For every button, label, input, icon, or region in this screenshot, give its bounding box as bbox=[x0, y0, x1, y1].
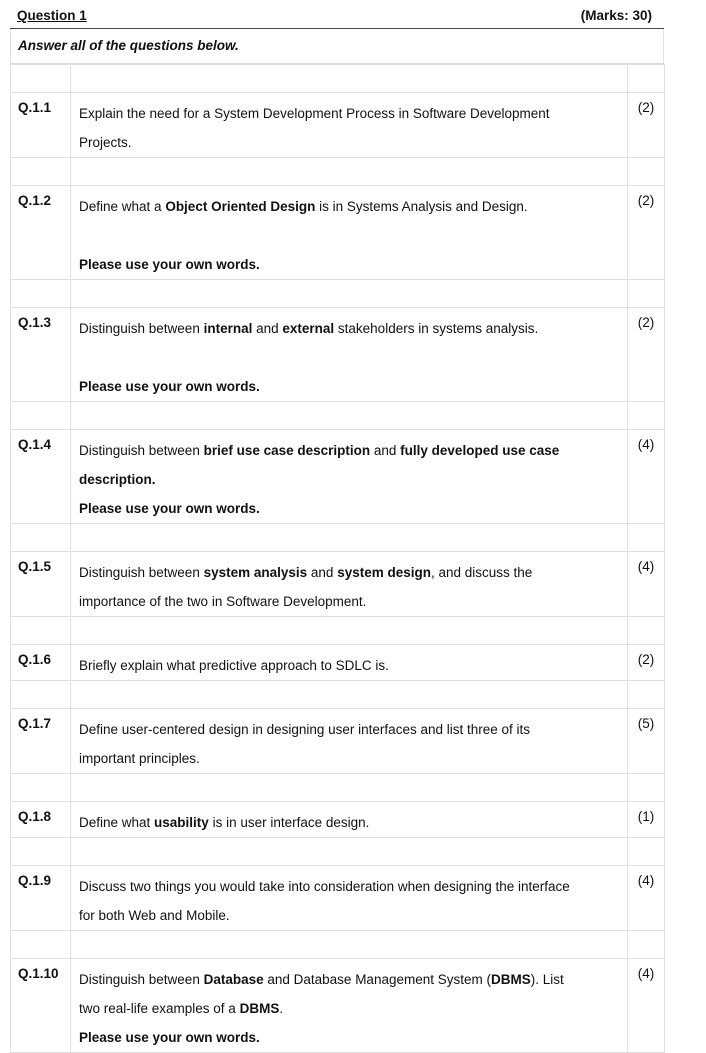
question-text bbox=[71, 93, 628, 158]
total-marks: (Marks: 30) bbox=[580, 8, 652, 23]
question-text bbox=[71, 186, 628, 280]
question-line: two real-life examples of a DBMS. bbox=[79, 1001, 284, 1016]
question-text bbox=[71, 959, 628, 1053]
question-line: important principles. bbox=[79, 751, 200, 766]
question-number: Q.1.10 bbox=[11, 959, 71, 1053]
question-line: Briefly explain what predictive approach to SDLC is. bbox=[79, 658, 389, 673]
question-marks: (4) bbox=[628, 552, 665, 617]
question-text bbox=[71, 802, 628, 838]
spacer-row bbox=[11, 65, 665, 93]
question-line: Define user-centered design in designing user interfaces and list three of its bbox=[79, 722, 531, 737]
question-line: importance of the two in Software Development. bbox=[79, 594, 367, 609]
question-marks: (2) bbox=[628, 93, 665, 158]
own-words-note: Please use your own words. bbox=[79, 379, 260, 394]
question-text bbox=[71, 552, 628, 617]
question-number: Q.1.7 bbox=[11, 709, 71, 774]
question-line: Define what a Object Oriented Design is in Systems Analysis and Design. bbox=[79, 199, 528, 214]
question-row bbox=[11, 802, 665, 838]
question-marks: (1) bbox=[628, 802, 665, 838]
question-marks: (2) bbox=[628, 308, 665, 402]
spacer-row bbox=[11, 774, 665, 802]
question-row bbox=[11, 430, 665, 524]
own-words-note: Please use your own words. bbox=[79, 501, 260, 516]
instruction: Answer all of the questions below. bbox=[10, 29, 664, 64]
question-number: Q.1.4 bbox=[11, 430, 71, 524]
spacer-row bbox=[11, 838, 665, 866]
own-words-note: Please use your own words. bbox=[79, 1030, 260, 1045]
spacer-row bbox=[11, 931, 665, 959]
question-marks: (2) bbox=[628, 645, 665, 681]
question-row bbox=[11, 552, 665, 617]
question-marks: (2) bbox=[628, 186, 665, 280]
question-row bbox=[11, 186, 665, 280]
question-text bbox=[71, 866, 628, 931]
question-number: Q.1.5 bbox=[11, 552, 71, 617]
spacer-row bbox=[11, 280, 665, 308]
question-text bbox=[71, 430, 628, 524]
question-line: description. bbox=[79, 472, 156, 487]
question-line: Define what usability is in user interface design. bbox=[79, 815, 370, 830]
questions-table bbox=[10, 64, 665, 1053]
question-number: Q.1.3 bbox=[11, 308, 71, 402]
question-row bbox=[11, 308, 665, 402]
question-number: Q.1.6 bbox=[11, 645, 71, 681]
question-number: Q.1.9 bbox=[11, 866, 71, 931]
question-text bbox=[71, 308, 628, 402]
question-line: Distinguish between Database and Database Management System (DBMS). List bbox=[79, 972, 564, 987]
spacer-row bbox=[11, 524, 665, 552]
question-row bbox=[11, 645, 665, 681]
question-line: for both Web and Mobile. bbox=[79, 908, 230, 923]
question-line: Explain the need for a System Development Process in Software Development bbox=[79, 106, 550, 121]
question-row bbox=[11, 959, 665, 1053]
spacer-row bbox=[11, 681, 665, 709]
question-number: Q.1.2 bbox=[11, 186, 71, 280]
question-line: Distinguish between system analysis and system design, and discuss the bbox=[79, 565, 533, 580]
question-number: Q.1.8 bbox=[11, 802, 71, 838]
spacer-row bbox=[11, 617, 665, 645]
own-words-note: Please use your own words. bbox=[79, 257, 260, 272]
question-line: Projects. bbox=[79, 135, 132, 150]
question-title: Question 1 bbox=[17, 8, 87, 23]
question-header bbox=[10, 6, 664, 29]
question-marks: (5) bbox=[628, 709, 665, 774]
question-line: Distinguish between brief use case description and fully developed use case bbox=[79, 443, 560, 458]
question-text bbox=[71, 709, 628, 774]
question-row bbox=[11, 93, 665, 158]
question-line: Distinguish between internal and external stakeholders in systems analysis. bbox=[79, 321, 539, 336]
question-text bbox=[71, 645, 628, 681]
question-marks: (4) bbox=[628, 866, 665, 931]
question-line: Discuss two things you would take into consideration when designing the interface bbox=[79, 879, 570, 894]
question-marks: (4) bbox=[628, 959, 665, 1053]
spacer-row bbox=[11, 402, 665, 430]
question-row bbox=[11, 866, 665, 931]
question-sheet bbox=[10, 6, 664, 1053]
question-number: Q.1.1 bbox=[11, 93, 71, 158]
spacer-row bbox=[11, 158, 665, 186]
question-row bbox=[11, 709, 665, 774]
question-marks: (4) bbox=[628, 430, 665, 524]
